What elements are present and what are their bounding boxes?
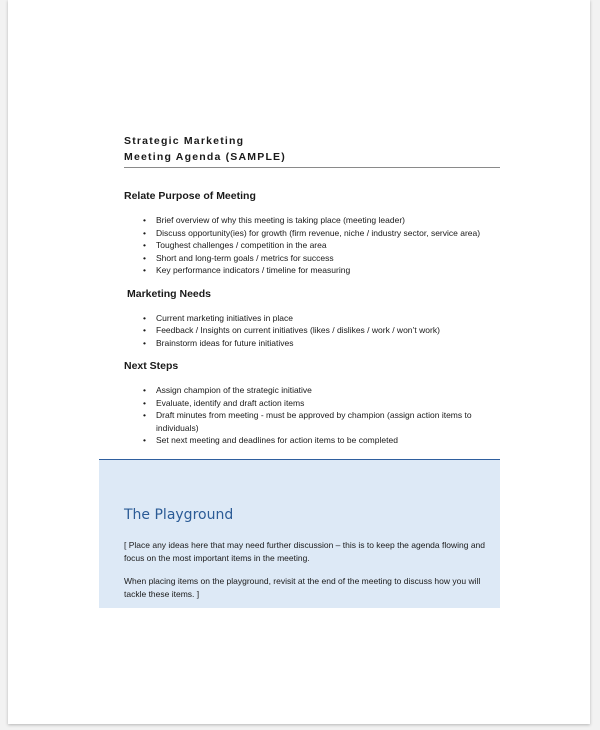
list-item: • Evaluate, identify and draft action items: [156, 397, 508, 410]
list-item: • Draft minutes from meeting - must be approved by champion (assign action items to individuals): [156, 409, 508, 434]
list-item: • Key performance indicators / timeline for measuring: [156, 264, 508, 277]
list-item: • Current marketing initiatives in place: [156, 312, 508, 325]
playground-panel: [99, 459, 500, 608]
list-item: • Brief overview of why this meeting is taking place (meeting leader): [156, 214, 508, 227]
title-divider: [124, 167, 500, 168]
next-steps-list: [124, 384, 508, 447]
playground-paragraph-1: [ Place any ideas here that may need further discussion – this is to keep the agenda flowing and focus on the most important items in the meeting.: [124, 540, 486, 563]
list-item: • Brainstorm ideas for future initiatives: [156, 337, 508, 350]
document-page: [8, 0, 590, 724]
purpose-list: [124, 214, 508, 277]
section-heading-marketing-needs: Marketing Needs: [127, 287, 212, 300]
section-heading-purpose: Relate Purpose of Meeting: [124, 190, 256, 202]
playground-paragraph-2: When placing items on the playground, revisit at the end of the meeting to discuss how you will tackle these items. ]: [124, 576, 481, 599]
list-item: • Set next meeting and deadlines for action items to be completed: [156, 434, 508, 447]
document-title-line-2: Meeting Agenda (SAMPLE): [124, 151, 286, 163]
list-item: • Toughest challenges / competition in the area: [156, 239, 508, 252]
list-item: • Feedback / Insights on current initiatives (likes / dislikes / work / won’t work): [156, 324, 508, 337]
marketing-needs-list: [124, 312, 508, 350]
section-heading-next-steps: Next Steps: [124, 360, 179, 372]
list-item: • Discuss opportunity(ies) for growth (firm revenue, niche / industry sector, service area): [156, 227, 508, 240]
agenda-content: [124, 133, 508, 447]
document-title-line-1: Strategic Marketing: [124, 135, 245, 147]
list-item: • Short and long-term goals / metrics for success: [156, 252, 508, 265]
list-item: • Assign champion of the strategic initiative: [156, 384, 508, 397]
playground-title: The Playground: [124, 507, 234, 523]
